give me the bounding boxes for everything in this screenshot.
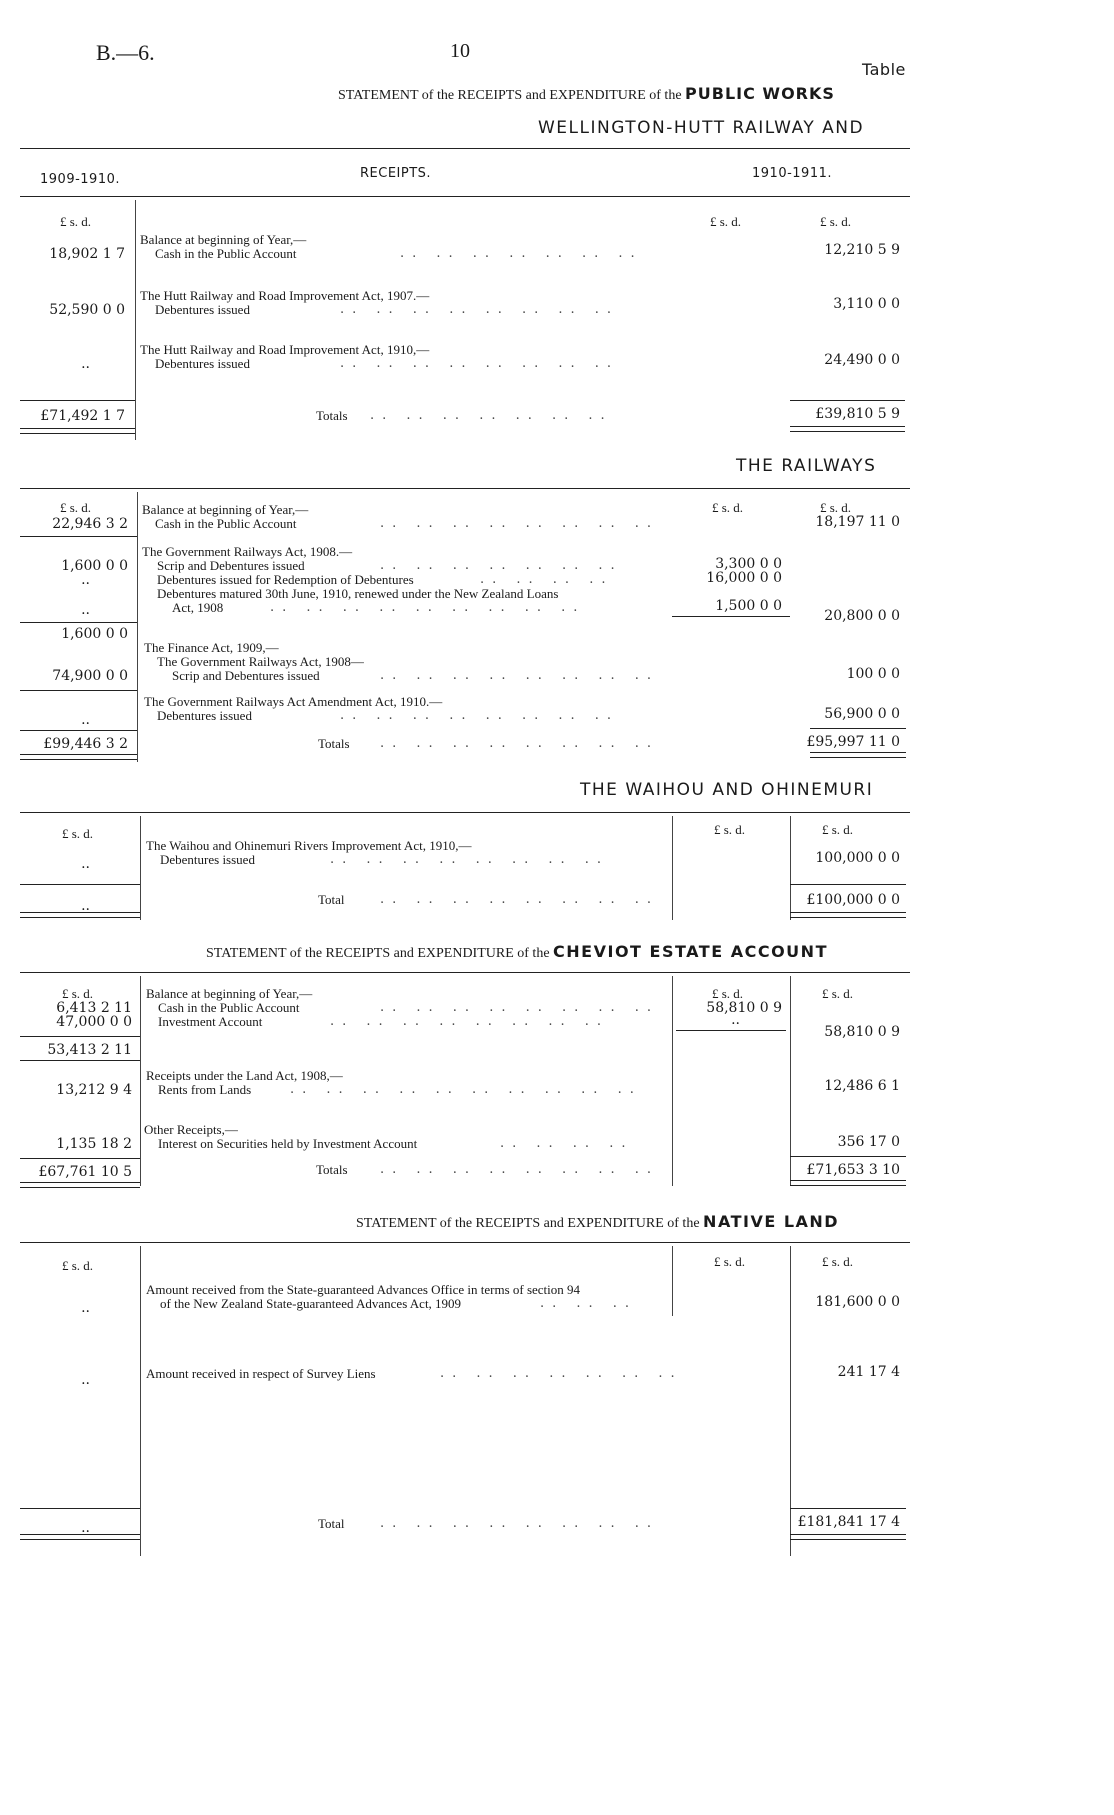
column-rule — [140, 976, 141, 1186]
column-rule — [672, 816, 673, 920]
divider — [20, 1158, 140, 1159]
double-rule — [790, 1534, 906, 1540]
amount-mid: 1,500 0 0 — [715, 598, 782, 614]
row-label: Cash in the Public Account — [155, 246, 297, 261]
col-receipts-heading: RECEIPTS. — [360, 166, 432, 181]
waihou-section-title: THE WAIHOU AND OHINEMURI — [580, 780, 874, 800]
double-rule — [790, 1180, 906, 1186]
lsd-header-right: £ s. d. — [822, 822, 854, 837]
column-rule — [140, 1246, 141, 1556]
row-label: Investment Account — [158, 1014, 263, 1029]
total-1910: £181,841 17 4 — [797, 1514, 900, 1530]
divider — [790, 1156, 906, 1157]
leader-dots: .. .. .. .. .. .. .. — [440, 1366, 683, 1381]
amount-1910: 100 0 0 — [846, 666, 900, 682]
amount-1909: 74,900 0 0 — [52, 668, 128, 684]
row-label-heading: The Waihou and Ohinemuri Rivers Improvement Act, 1910,— — [146, 838, 472, 853]
amount-1909: 1,135 18 2 — [56, 1136, 132, 1152]
amount-1909: .. — [81, 1300, 90, 1316]
subtotal-1909: 53,413 2 11 — [47, 1042, 132, 1058]
row-label: Debentures issued for Redemption of Debentures — [157, 572, 414, 587]
divider — [20, 812, 910, 813]
amount-1910: 56,900 0 0 — [824, 706, 900, 722]
lsd-header-right: £ s. d. — [820, 500, 852, 515]
row-label: Cash in the Public Account — [155, 516, 297, 531]
statement-bold-title: CHEVIOT ESTATE ACCOUNT — [553, 942, 828, 961]
railways-section-title: THE RAILWAYS — [736, 456, 877, 476]
column-rule — [790, 1246, 791, 1556]
subtotal-1910: 20,800 0 0 — [824, 608, 900, 624]
lsd-header-right: £ s. d. — [820, 214, 852, 229]
lsd-header-mid: £ s. d. — [712, 986, 744, 1001]
leader-dots: .. .. .. .. .. .. .. .. — [380, 668, 660, 683]
statement-heading — [338, 84, 835, 104]
statement-prefix: STATEMENT of the RECEIPTS and EXPENDITURE of the — [338, 88, 682, 103]
row-label-heading: The Government Railways Act, 1908.— — [142, 544, 353, 559]
leader-dots: .. .. .. .. .. .. .. .. .. — [270, 600, 586, 615]
total-1910: £39,810 5 9 — [815, 406, 900, 422]
total-1909: £67,761 10 5 — [38, 1164, 132, 1180]
col-year-left: 1909-1910. — [40, 172, 120, 187]
wellington-section-title: WELLINGTON-HUTT RAILWAY AND — [538, 118, 865, 138]
divider — [790, 884, 906, 885]
total-1910: £71,653 3 10 — [806, 1162, 900, 1178]
statement-bold-title: NATIVE LAND — [703, 1212, 840, 1231]
lsd-header-mid: £ s. d. — [714, 822, 746, 837]
leader-dots: .. .. .. .. .. .. .. .. — [380, 516, 660, 531]
row-label: Debentures issued — [155, 302, 250, 317]
row-label: Debentures issued — [155, 356, 250, 371]
leader-dots: .. .. .. .. .. .. .. .. — [330, 1014, 610, 1029]
subtotal-1910: 58,810 0 9 — [824, 1024, 900, 1040]
amount-mid: 16,000 0 0 — [706, 570, 782, 586]
divider — [20, 1036, 140, 1037]
cheviot-statement-heading — [206, 942, 828, 962]
lsd-header-left: £ s. d. — [60, 214, 92, 229]
row-label-heading: The Hutt Railway and Road Improvement Act, 1910,— — [140, 342, 430, 357]
statement-prefix: STATEMENT of the RECEIPTS and EXPENDITURE of the — [206, 946, 550, 961]
row-label: Debentures matured 30th June, 1910, renewed under the New Zealand Loans — [157, 586, 559, 601]
leader-dots: .. .. .. .. — [480, 572, 614, 587]
leader-dots: .. .. .. — [540, 1296, 638, 1311]
leader-dots: .. .. .. .. .. .. .. .. — [340, 708, 620, 723]
subtotal-1909: 1,600 0 0 — [61, 626, 128, 642]
divider — [20, 1508, 140, 1509]
page-number: 10 — [450, 40, 470, 62]
column-rule — [140, 816, 141, 920]
divider — [676, 1030, 786, 1031]
row-label-heading: Balance at beginning of Year,— — [146, 986, 313, 1001]
divider — [20, 1060, 140, 1061]
row-label-heading: The Finance Act, 1909,— — [144, 640, 279, 655]
leader-dots: .. .. .. .. .. .. .. .. — [340, 302, 620, 317]
row-label-heading: Balance at beginning of Year,— — [140, 232, 307, 247]
leader-dots: .. .. .. .. .. .. .. — [380, 558, 623, 573]
row-label-cont: Act, 1908 — [172, 600, 224, 615]
total-1909: .. — [81, 1520, 90, 1536]
lsd-header-mid: £ s. d. — [714, 1254, 746, 1269]
row-label-heading: Balance at beginning of Year,— — [142, 502, 309, 517]
row-label: Rents from Lands — [158, 1082, 252, 1097]
double-rule — [20, 1182, 140, 1188]
totals-label: Totals — [318, 736, 350, 751]
divider — [810, 728, 906, 729]
amount-1909: .. — [81, 1372, 90, 1388]
leader-dots: .. .. .. .. .. .. .. .. .. .. — [290, 1082, 642, 1097]
total-1910: £100,000 0 0 — [806, 892, 900, 908]
amount-1909: 22,946 3 2 — [52, 516, 128, 532]
double-rule — [790, 426, 905, 432]
total-1909: £99,446 3 2 — [43, 736, 128, 752]
divider — [20, 972, 910, 973]
amount-1910: 241 17 4 — [837, 1364, 900, 1380]
amount-1909: 1,600 0 0 — [61, 558, 128, 574]
lsd-header-left: £ s. d. — [62, 826, 94, 841]
amount-mid: 58,810 0 9 — [706, 1000, 782, 1016]
leader-dots: .. .. .. .. .. .. .. .. — [340, 356, 620, 371]
row-label: Interest on Securities held by Investment Account — [158, 1136, 418, 1151]
leader-dots: .. .. .. .. .. .. .. .. — [330, 852, 610, 867]
divider — [20, 536, 137, 537]
double-rule — [20, 1534, 140, 1540]
leader-dots: .. .. .. .. .. .. .. .. — [380, 892, 660, 907]
total-label: Total — [318, 892, 345, 907]
row-label-heading: Receipts under the Land Act, 1908,— — [146, 1068, 343, 1083]
column-rule — [672, 1246, 673, 1316]
divider — [20, 488, 910, 489]
lsd-header-right: £ s. d. — [822, 986, 854, 1001]
row-label: Cash in the Public Account — [158, 1000, 300, 1015]
total-label: Total — [318, 1516, 345, 1531]
row-label-subheading: The Government Railways Act, 1908— — [157, 654, 364, 669]
divider — [20, 148, 910, 149]
row-label-heading: The Government Railways Act Amendment Act, 1910.— — [144, 694, 443, 709]
amount-1909: 47,000 0 0 — [56, 1014, 132, 1030]
document-reference: B.—6. — [96, 40, 155, 65]
leader-dots: .. .. .. .. .. .. .. .. — [380, 1162, 660, 1177]
amount-1909: 18,902 1 7 — [49, 246, 125, 262]
amount-1910: 3,110 0 0 — [833, 296, 900, 312]
leader-dots: .. .. .. .. .. .. .. .. — [380, 1516, 660, 1531]
lsd-header-mid: £ s. d. — [712, 500, 744, 515]
column-rule — [135, 200, 136, 440]
divider — [20, 1242, 910, 1243]
divider — [790, 400, 905, 401]
divider — [790, 1508, 906, 1509]
amount-1909: .. — [81, 602, 90, 618]
row-label: Amount received from the State-guaranteed Advances Office in terms of section 94 — [146, 1282, 581, 1297]
total-1910: £95,997 11 0 — [806, 734, 900, 750]
row-label: Debentures issued — [160, 852, 255, 867]
lsd-header-left: £ s. d. — [62, 986, 94, 1001]
double-rule — [20, 428, 135, 434]
lsd-header-mid: £ s. d. — [710, 214, 742, 229]
divider — [20, 690, 137, 691]
col-year-right: 1910-1911. — [752, 166, 832, 181]
row-label-heading: Other Receipts,— — [144, 1122, 238, 1137]
lsd-header-left: £ s. d. — [62, 1258, 94, 1273]
amount-1910: 181,600 0 0 — [815, 1294, 900, 1310]
divider — [20, 884, 140, 885]
lsd-header-right: £ s. d. — [822, 1254, 854, 1269]
statement-bold-title: PUBLIC WORKS — [685, 84, 835, 103]
amount-1909: .. — [81, 572, 90, 588]
row-label: Scrip and Debentures issued — [172, 668, 320, 683]
divider — [672, 616, 790, 617]
amount-1909: .. — [81, 712, 90, 728]
double-rule — [810, 752, 906, 758]
divider — [20, 400, 135, 401]
amount-mid: 3,300 0 0 — [715, 556, 782, 572]
table-label: Table — [862, 60, 906, 79]
total-1909: £71,492 1 7 — [40, 408, 125, 424]
leader-dots: .. .. .. .. .. .. .. .. — [380, 1000, 660, 1015]
double-rule — [20, 754, 137, 760]
total-1909: .. — [81, 898, 90, 914]
amount-1909: 13,212 9 4 — [56, 1082, 132, 1098]
divider — [20, 730, 137, 731]
statement-prefix: STATEMENT of the RECEIPTS and EXPENDITURE of the — [356, 1216, 700, 1231]
amount-1910: 18,197 11 0 — [815, 514, 900, 530]
double-rule — [790, 912, 906, 918]
row-label: Debentures issued — [157, 708, 252, 723]
amount-1910: 12,210 5 9 — [824, 242, 900, 258]
totals-label: Totals — [316, 1162, 348, 1177]
divider — [20, 622, 137, 623]
row-label-cont: of the New Zealand State-guaranteed Advances Act, 1909 — [160, 1296, 462, 1311]
totals-label: Totals — [316, 408, 348, 423]
column-rule — [137, 492, 138, 762]
leader-dots: .. .. .. .. — [500, 1136, 634, 1151]
amount-1909: .. — [81, 856, 90, 872]
amount-mid: .. — [731, 1012, 740, 1028]
leader-dots: .. .. .. .. .. .. .. — [370, 408, 613, 423]
amount-1909: 6,413 2 11 — [56, 1000, 132, 1016]
amount-1910: 24,490 0 0 — [824, 352, 900, 368]
leader-dots: .. .. .. .. .. .. .. .. — [380, 736, 660, 751]
amount-1910: 12,486 6 1 — [824, 1078, 900, 1094]
amount-1909: .. — [81, 356, 90, 372]
amount-1910: 100,000 0 0 — [815, 850, 900, 866]
amount-1910: 356 17 0 — [837, 1134, 900, 1150]
row-label-heading: The Hutt Railway and Road Improvement Act, 1907.— — [140, 288, 430, 303]
row-label: Scrip and Debentures issued — [157, 558, 305, 573]
leader-dots: .. .. .. .. .. .. .. — [400, 246, 643, 261]
native-land-statement-heading — [356, 1212, 839, 1232]
double-rule — [20, 912, 140, 918]
lsd-header-left: £ s. d. — [60, 500, 92, 515]
divider — [20, 196, 910, 197]
row-label: Amount received in respect of Survey Liens — [146, 1366, 376, 1381]
amount-1909: 52,590 0 0 — [49, 302, 125, 318]
